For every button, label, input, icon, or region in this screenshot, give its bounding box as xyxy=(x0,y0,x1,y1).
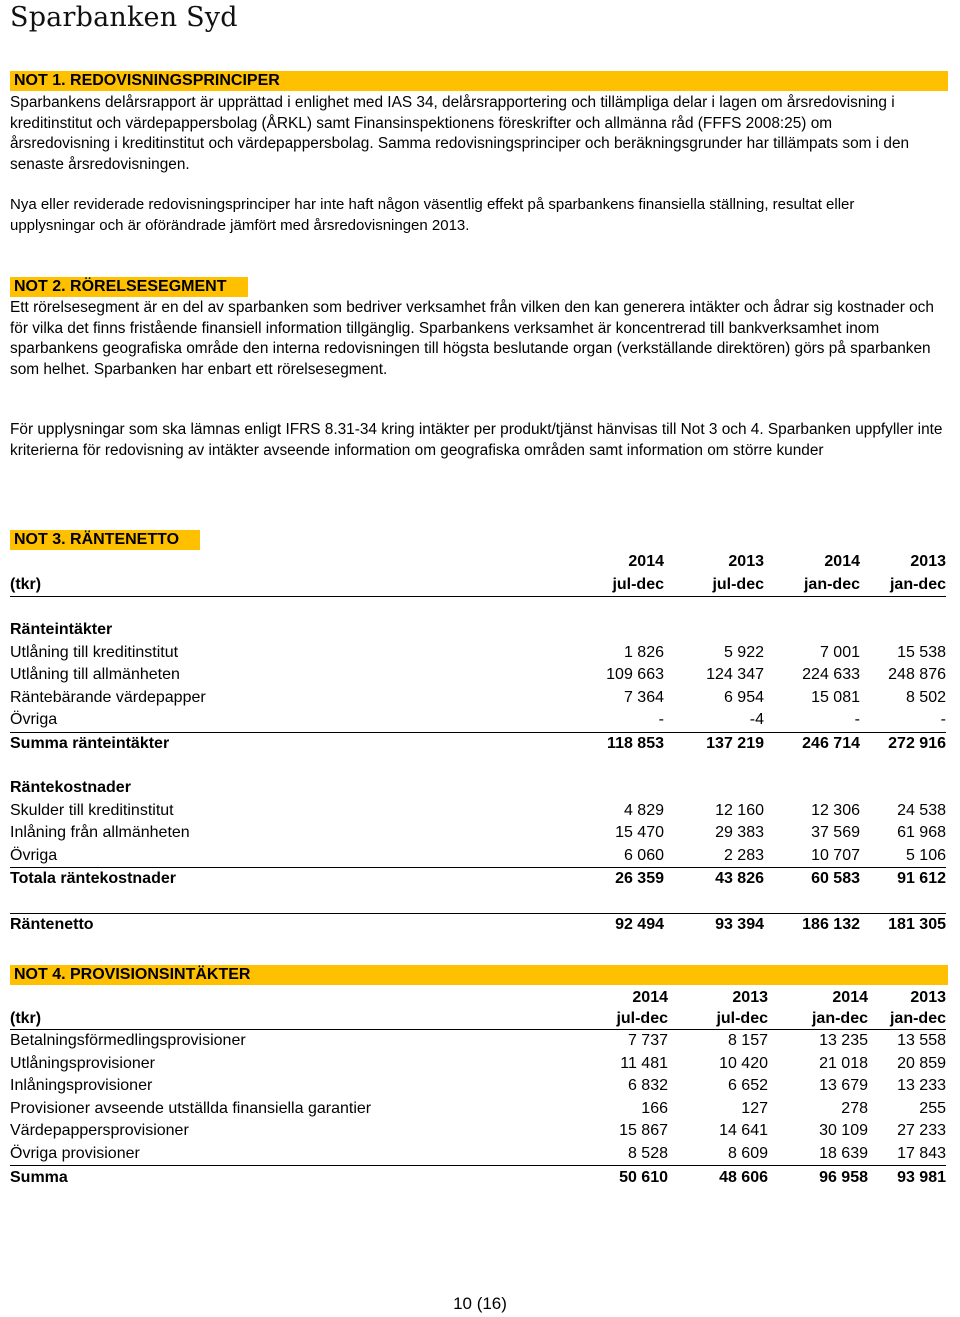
note4-table xyxy=(10,987,946,1190)
cell: 12 306 xyxy=(811,801,860,819)
year-header: 2014 xyxy=(824,553,860,571)
cell: 6 954 xyxy=(723,688,764,706)
cell: 8 157 xyxy=(727,1032,768,1050)
row-label: Utlåning till kreditinstitut xyxy=(10,643,179,661)
cell: 24 538 xyxy=(897,801,946,819)
cell: 5 106 xyxy=(860,845,946,868)
note1-paragraph-1: Sparbankens delårsrapport är upprättad i enlighet med IAS 34, delårsrapportering och tillämpliga delar i lagen om årsredovisning i kreditinstitut och värdepappersbolag (ÅRKL) samt Finansinspektionens föreskrifter och allmänna råd (FFFS 2008:25) om årsredovisning i kreditinstitut och värdepappersbolag. Samma redovisningsprinciper och beräkningsgrunder har tillämpats som i den senaste årsredovisningen. xyxy=(10,94,910,173)
cell: 17 843 xyxy=(868,1143,946,1166)
cell: 127 xyxy=(741,1099,768,1117)
note3-title: NOT 3. RÄNTENETTO xyxy=(10,530,200,550)
cell: 26 359 xyxy=(615,870,664,888)
cost-heading: Räntekostnader xyxy=(10,779,131,797)
unit-label: (tkr) xyxy=(10,1008,570,1030)
cell: 30 109 xyxy=(819,1122,868,1140)
cell: 15 538 xyxy=(897,643,946,661)
cell: 37 569 xyxy=(811,824,860,842)
cell: 7 001 xyxy=(819,643,860,661)
table-row xyxy=(10,1098,946,1121)
period-header: jul-dec xyxy=(664,574,764,597)
cell: 278 xyxy=(841,1099,868,1117)
cell: 20 859 xyxy=(897,1054,946,1072)
period-header: jan-dec xyxy=(764,574,860,597)
row-label: Skulder till kreditinstitut xyxy=(10,801,174,819)
cell: 7 364 xyxy=(623,688,664,706)
row-label: Övriga xyxy=(10,709,570,732)
cell: 92 494 xyxy=(615,915,664,933)
cell: 18 639 xyxy=(768,1143,868,1166)
row-label: Provisioner avseende utställda finansiella garantier xyxy=(10,1099,372,1117)
row-label: Räntebärande värdepapper xyxy=(10,688,206,706)
income-heading: Ränteintäkter xyxy=(10,621,113,639)
row-label: Värdepappersprovisioner xyxy=(10,1122,189,1140)
cell: 118 853 xyxy=(607,734,664,752)
table-row xyxy=(10,1075,946,1098)
cell: 8 502 xyxy=(905,688,946,706)
cell: 60 583 xyxy=(811,870,860,888)
cell: 13 679 xyxy=(819,1077,868,1095)
cell: 13 558 xyxy=(897,1032,946,1050)
note3-period-row xyxy=(10,574,946,597)
year-header: 2013 xyxy=(910,553,946,571)
cell: - xyxy=(860,709,946,732)
cell: 255 xyxy=(919,1099,946,1117)
cell: - xyxy=(764,709,860,732)
cell: 15 470 xyxy=(615,824,664,842)
cell: 11 481 xyxy=(620,1054,668,1072)
table-row xyxy=(10,1053,946,1076)
period-header: jan-dec xyxy=(868,1008,946,1030)
cell: 272 916 xyxy=(888,734,946,752)
row-label: Summa xyxy=(10,1169,68,1186)
row-label: Summa ränteintäkter xyxy=(10,734,170,752)
row-label: Inlåning från allmänheten xyxy=(10,824,190,842)
cell: 10 707 xyxy=(764,845,860,868)
row-label: Totala räntekostnader xyxy=(10,870,176,888)
cell: 48 606 xyxy=(719,1169,768,1186)
period-header: jul-dec xyxy=(668,1008,768,1030)
cell: 6 832 xyxy=(627,1077,668,1095)
table-row xyxy=(10,709,946,732)
cell: 6 060 xyxy=(570,845,664,868)
row-label: Övriga xyxy=(10,845,570,868)
year-header: 2013 xyxy=(910,988,946,1006)
table-row xyxy=(10,800,946,823)
cell: 61 968 xyxy=(897,824,946,842)
net-row xyxy=(10,913,946,936)
cell: 15 867 xyxy=(619,1122,668,1140)
cell: 1 826 xyxy=(623,643,664,661)
cell: 93 394 xyxy=(715,915,764,933)
cell: 96 958 xyxy=(819,1169,868,1186)
note4-period-row xyxy=(10,1008,946,1030)
cell: 8 528 xyxy=(570,1143,668,1166)
cell: 246 714 xyxy=(802,734,860,752)
note4-year-row xyxy=(10,987,946,1008)
period-header: jul-dec xyxy=(570,574,664,597)
year-header: 2014 xyxy=(628,553,664,571)
row-label: Inlåningsprovisioner xyxy=(10,1077,153,1095)
cell: 224 633 xyxy=(802,666,860,684)
period-header: jan-dec xyxy=(860,574,946,597)
cell: 7 737 xyxy=(627,1032,668,1050)
note4-total-row xyxy=(10,1166,946,1191)
cell: 5 922 xyxy=(723,643,764,661)
cell: 181 305 xyxy=(888,915,946,933)
cell: 8 609 xyxy=(668,1143,768,1166)
row-label: Betalningsförmedlingsprovisioner xyxy=(10,1032,246,1050)
unit-label: (tkr) xyxy=(10,574,570,597)
table-row xyxy=(10,664,946,687)
cell: 93 981 xyxy=(897,1169,946,1186)
cell: 13 233 xyxy=(897,1077,946,1095)
year-header: 2013 xyxy=(728,553,764,571)
row-label: Utlåning till allmänheten xyxy=(10,666,180,684)
note3-year-row xyxy=(10,551,946,574)
cell: 10 420 xyxy=(719,1054,768,1072)
cell: 109 663 xyxy=(606,666,664,684)
cell: 124 347 xyxy=(706,666,764,684)
cell: 43 826 xyxy=(715,870,764,888)
cell: 4 829 xyxy=(623,801,664,819)
cell: 15 081 xyxy=(811,688,860,706)
cell: 248 876 xyxy=(888,666,946,684)
cell: 21 018 xyxy=(819,1054,868,1072)
table-row xyxy=(10,1120,946,1143)
table-row xyxy=(10,845,946,868)
cell: 27 233 xyxy=(897,1122,946,1140)
table-row xyxy=(10,822,946,845)
table-row xyxy=(10,687,946,710)
cell: 12 160 xyxy=(715,801,764,819)
cell: 29 383 xyxy=(715,824,764,842)
bank-logo: Sparbanken Syd xyxy=(10,2,238,33)
note4-title: NOT 4. PROVISIONSINTÄKTER xyxy=(10,965,948,985)
cell: 13 235 xyxy=(819,1032,868,1050)
note2-title: NOT 2. RÖRELSESEGMENT xyxy=(10,277,248,297)
cell: 6 652 xyxy=(727,1077,768,1095)
cell: 137 219 xyxy=(706,734,764,752)
note1-title: NOT 1. REDOVISNINGSPRINCIPER xyxy=(10,71,948,91)
table-row xyxy=(10,1030,946,1053)
note1-paragraph-2: Nya eller reviderade redovisningsprinciper har inte haft någon väsentlig effekt på sparbankens finansiella ställning, resultat eller upplysningar och är oförändrade jämfört med årsredovisningen 2013. xyxy=(10,196,855,234)
table-row xyxy=(10,642,946,665)
page-number: 10 (16) xyxy=(453,1294,507,1313)
cell: 91 612 xyxy=(897,870,946,888)
cell: -4 xyxy=(664,709,764,732)
year-header: 2014 xyxy=(632,988,668,1006)
row-label: Utlåningsprovisioner xyxy=(10,1054,155,1072)
income-total-row xyxy=(10,732,946,755)
year-header: 2013 xyxy=(732,988,768,1006)
cost-total-row xyxy=(10,868,946,891)
note2-paragraph-1: Ett rörelsesegment är en del av sparbanken som bedriver verksamhet från vilken den kan generera intäkter och ådrar sig kostnader och för vilka det finns fristående finansiell information tillgänglig. Sparbankens verksamhet är koncentrerad till bankverksamhet inom sparbankens geografiska område den interna redovisningen till högsta beslutande organ (verkställande direktören) görs på sparbanken som helhet. Sparbanken har enbart ett rörelsesegment. xyxy=(10,299,934,378)
cell: 166 xyxy=(641,1099,668,1117)
cell: 2 283 xyxy=(664,845,764,868)
period-header: jan-dec xyxy=(768,1008,868,1030)
period-header: jul-dec xyxy=(570,1008,668,1030)
note2-paragraph-2: För upplysningar som ska lämnas enligt IFRS 8.31-34 kring intäkter per produkt/tjänst hänvisas till Not 3 och 4. Sparbanken uppfyller inte kriterierna för redovisning av intäkter avseende information om geografiska områden samt information om större kunder xyxy=(10,421,943,459)
cell: - xyxy=(570,709,664,732)
note3-table xyxy=(10,551,946,936)
cell: 186 132 xyxy=(802,915,860,933)
row-label: Övriga provisioner xyxy=(10,1143,570,1166)
cell: 50 610 xyxy=(619,1169,668,1186)
cell: 14 641 xyxy=(719,1122,768,1140)
row-label: Räntenetto xyxy=(10,915,94,933)
table-row xyxy=(10,1143,946,1166)
year-header: 2014 xyxy=(832,988,868,1006)
